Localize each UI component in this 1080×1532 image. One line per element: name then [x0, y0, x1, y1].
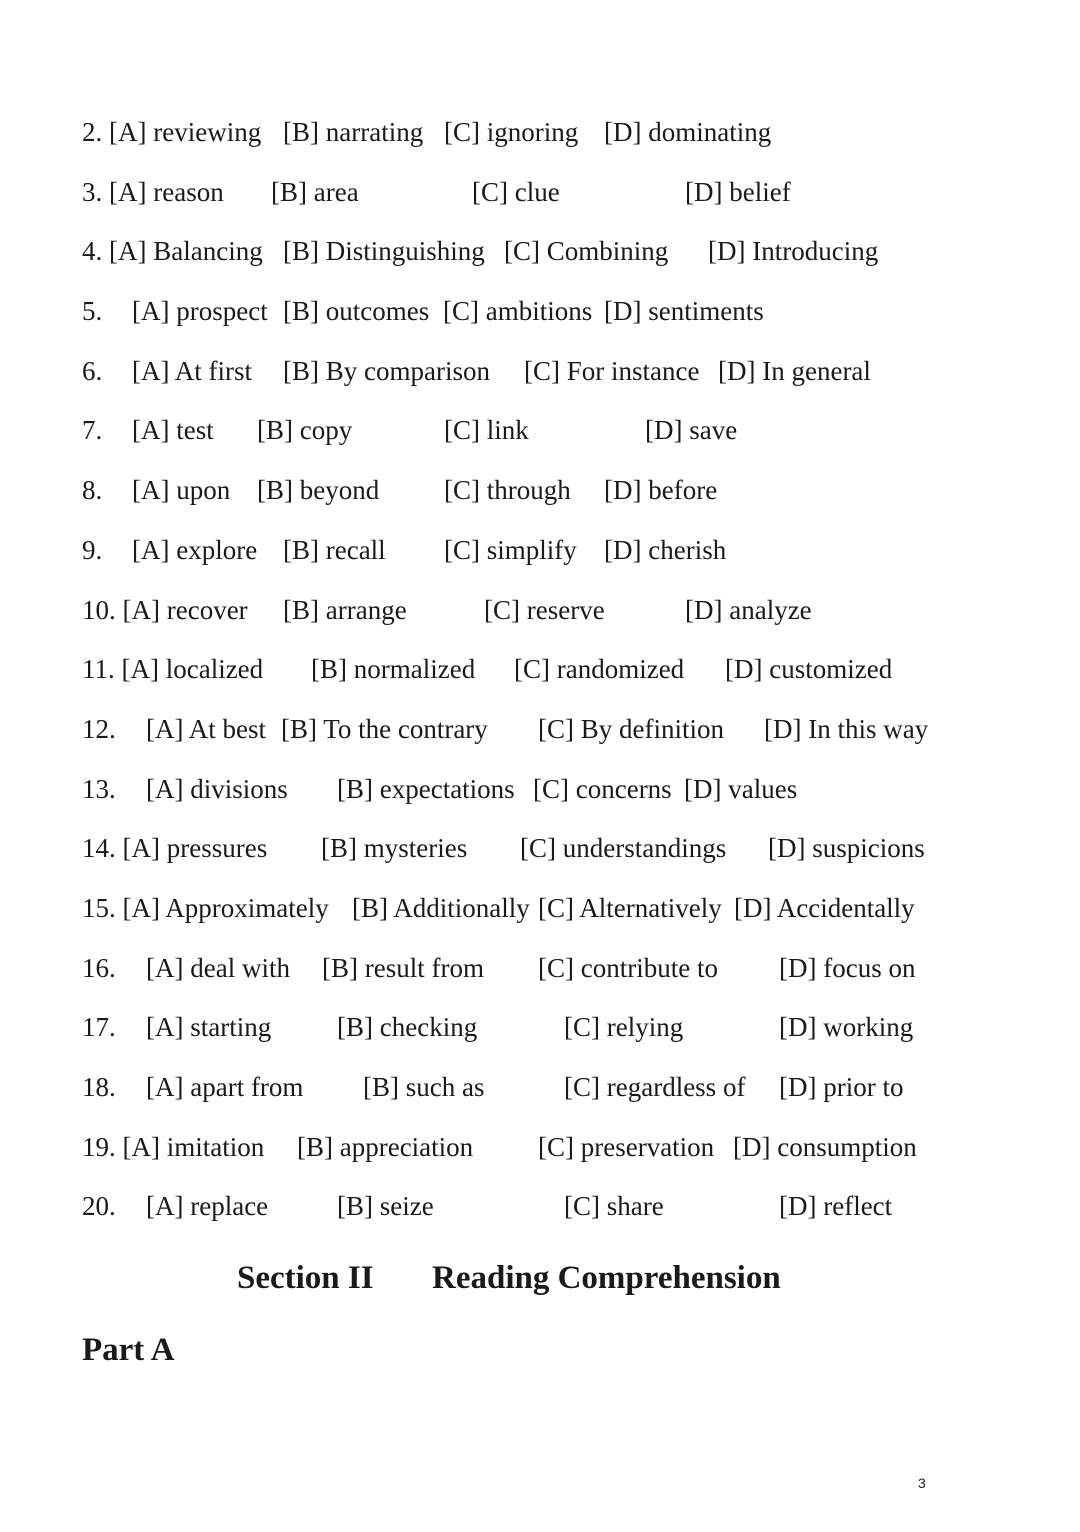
question-16 — [82, 944, 1002, 1004]
question-18 — [82, 1063, 1002, 1123]
question-14 — [82, 824, 1002, 884]
section-title: Reading Comprehension — [432, 1260, 781, 1296]
option-b: [B] recall — [283, 534, 386, 565]
question-number: 12. — [82, 713, 116, 744]
option-b: [B] copy — [257, 415, 353, 446]
option-c: [C] preservation — [538, 1131, 715, 1162]
option-a: 14. [A] pressures — [82, 833, 268, 864]
question-number: 20. — [82, 1191, 116, 1222]
option-b: [B] narrating — [283, 117, 424, 147]
option-b: [B] arrange — [283, 594, 407, 625]
question-10 — [82, 586, 1002, 646]
question-12 — [82, 705, 1002, 765]
option-b: [B] such as — [363, 1072, 485, 1102]
option-b: [B] seize — [337, 1191, 434, 1222]
page-number: 3 — [918, 1475, 926, 1491]
option-c: [C] clue — [472, 176, 560, 207]
option-d: [D] customized — [725, 654, 893, 685]
option-d: [D] consumption — [733, 1131, 917, 1162]
option-a: 15. [A] Approximately — [82, 892, 329, 923]
option-d: [D] In this way — [764, 713, 929, 744]
option-b: [B] beyond — [257, 475, 380, 506]
option-c: [C] regardless of — [564, 1072, 746, 1102]
question-number: 13. — [82, 773, 116, 804]
question-6 — [82, 347, 1002, 407]
option-d: [D] analyze — [685, 594, 812, 625]
option-d: [D] cherish — [604, 534, 727, 565]
option-b: [B] area — [271, 176, 359, 207]
option-b: [B] appreciation — [297, 1131, 474, 1162]
option-a: 4. [A] Balancing — [82, 236, 263, 267]
option-c: [C] simplify — [444, 534, 577, 565]
question-17 — [82, 1003, 1002, 1063]
section-label: Section II — [237, 1260, 374, 1296]
option-a: [A] upon — [132, 475, 231, 506]
option-a: [A] At first — [132, 355, 252, 386]
option-b: [B] normalized — [311, 654, 476, 685]
option-c: [C] relying — [564, 1012, 684, 1043]
question-2 — [82, 108, 1002, 168]
option-c: [C] through — [444, 475, 571, 506]
option-c: [C] reserve — [484, 594, 605, 625]
option-d: [D] In general — [718, 355, 871, 386]
option-a: 10. [A] recover — [82, 594, 248, 625]
option-b: [B] By comparison — [283, 355, 490, 386]
option-c: [C] Combining — [504, 236, 669, 267]
question-number: 8. — [82, 475, 103, 506]
option-c: [C] concerns — [533, 773, 672, 804]
option-c: [C] randomized — [514, 654, 685, 685]
option-d: [D] focus on — [779, 952, 916, 983]
option-a: 3. [A] reason — [82, 176, 224, 207]
question-5 — [82, 287, 1002, 347]
option-a: [A] starting — [146, 1012, 272, 1043]
option-c: [C] link — [444, 415, 529, 446]
question-15 — [82, 884, 1002, 944]
option-c: [C] understandings — [520, 833, 727, 864]
option-c: [C] share — [564, 1191, 664, 1222]
question-number: 17. — [82, 1012, 116, 1043]
question-number: 9. — [82, 534, 103, 565]
question-19 — [82, 1123, 1002, 1183]
question-7 — [82, 406, 1002, 466]
option-d: [D] before — [604, 475, 718, 506]
option-c: [C] Alternatively — [538, 892, 722, 923]
option-d: [D] Introducing — [708, 236, 879, 267]
option-a: 2. [A] reviewing — [82, 117, 262, 147]
option-b: [B] outcomes — [283, 296, 430, 327]
option-b: [B] Distinguishing — [283, 236, 485, 267]
option-a: [A] test — [132, 415, 214, 446]
option-d: [D] working — [779, 1012, 914, 1043]
option-d: [D] save — [645, 415, 738, 446]
option-a: [A] explore — [132, 534, 258, 565]
question-number: 7. — [82, 415, 103, 446]
question-number: 18. — [82, 1072, 116, 1102]
option-a: 19. [A] imitation — [82, 1131, 265, 1162]
option-b: [B] checking — [337, 1012, 478, 1043]
question-13 — [82, 765, 1002, 825]
question-number: 6. — [82, 355, 103, 386]
option-d: [D] sentiments — [604, 296, 764, 327]
option-a: 11. [A] localized — [82, 654, 264, 685]
option-b: [B] To the contrary — [281, 713, 488, 744]
option-b: [B] Additionally — [352, 892, 530, 923]
option-a: [A] prospect — [132, 296, 268, 327]
option-d: [D] prior to — [779, 1072, 904, 1102]
option-a: [A] deal with — [146, 952, 290, 983]
option-d: [D] belief — [685, 176, 791, 207]
option-a: [A] apart from — [146, 1072, 304, 1102]
option-d: [D] suspicions — [768, 833, 925, 864]
question-8 — [82, 466, 1002, 526]
question-11 — [82, 645, 1002, 705]
option-d: [D] reflect — [779, 1191, 893, 1222]
part-heading: Part A — [82, 1332, 175, 1368]
question-number: 16. — [82, 952, 116, 983]
option-a: [A] replace — [146, 1191, 269, 1222]
option-c: [C] contribute to — [538, 952, 718, 983]
option-b: [B] expectations — [337, 773, 515, 804]
option-d: [D] dominating — [604, 117, 772, 147]
option-d: [D] Accidentally — [734, 892, 915, 923]
option-c: [C] ignoring — [444, 117, 579, 147]
option-c: [C] ambitions — [443, 296, 593, 327]
question-9 — [82, 526, 1002, 586]
option-c: [C] By definition — [538, 713, 724, 744]
question-list — [82, 108, 1002, 1242]
option-d: [D] values — [684, 773, 798, 804]
option-b: [B] mysteries — [321, 833, 468, 864]
question-20 — [82, 1182, 1002, 1242]
option-a: [A] At best — [146, 713, 266, 744]
question-4 — [82, 227, 1002, 287]
option-a: [A] divisions — [146, 773, 288, 804]
question-number: 5. — [82, 296, 103, 327]
option-c: [C] For instance — [524, 355, 700, 386]
option-b: [B] result from — [322, 952, 484, 983]
question-3 — [82, 168, 1002, 228]
